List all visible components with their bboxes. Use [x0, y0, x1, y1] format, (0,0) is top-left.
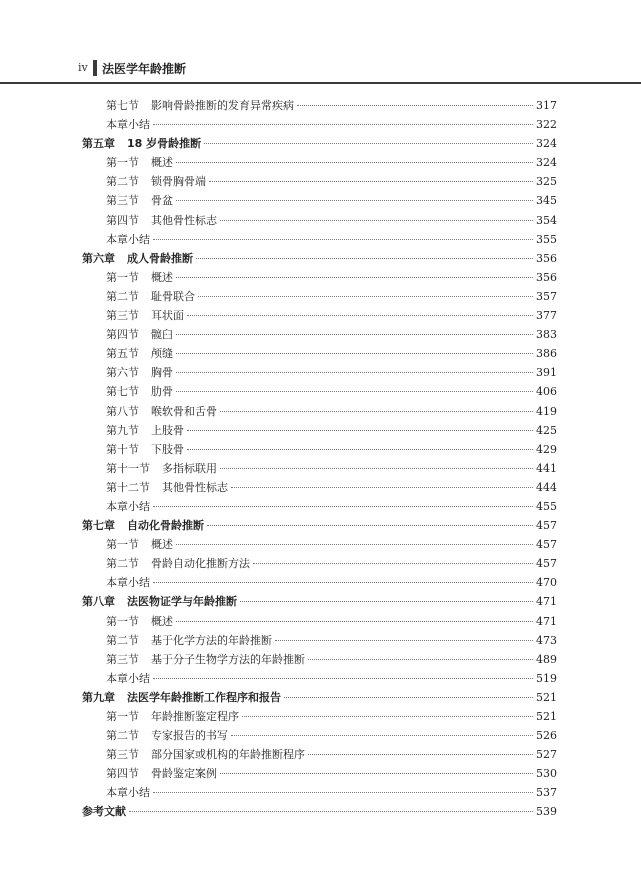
toc-entry-page: 325	[536, 175, 557, 189]
header-rule	[0, 82, 641, 84]
toc-section-entry[interactable]	[82, 402, 557, 421]
dot-leader	[153, 792, 533, 793]
toc-entry-page: 527	[536, 748, 557, 762]
toc-section-entry[interactable]	[82, 306, 557, 325]
toc-entry-number: 第二节	[106, 557, 139, 571]
toc-entry-title: 影响骨龄推断的发育异常疾病	[151, 99, 294, 112]
toc-entry-label	[106, 344, 173, 363]
dot-leader	[231, 487, 533, 488]
toc-entry-number: 第二节	[106, 175, 139, 189]
toc-entry-page: 521	[536, 710, 557, 723]
toc-entry-page: 489	[536, 652, 557, 666]
toc-entry-page: 457	[536, 538, 557, 552]
toc-entry-title: 肋骨	[151, 385, 173, 399]
dot-leader	[308, 754, 533, 755]
toc-entry-label	[106, 421, 184, 440]
toc-entry-title: 概述	[151, 156, 173, 170]
toc-entry-label	[106, 554, 250, 573]
toc-entry-page: 406	[536, 385, 557, 399]
toc-entry-title: 喉软骨和舌骨	[151, 404, 217, 418]
dot-leader	[176, 353, 533, 354]
toc-entry-number: 本章小结	[106, 499, 150, 513]
toc-chapter-entry[interactable]	[82, 592, 557, 611]
toc-entry-page: 345	[536, 194, 557, 208]
toc-entry-number: 第九节	[106, 423, 139, 437]
toc-section-entry[interactable]	[82, 478, 557, 497]
toc-entry-number: 第九章	[82, 690, 115, 704]
toc-entry-label	[106, 230, 150, 249]
dot-leader	[220, 773, 533, 774]
toc-entry-label	[106, 783, 150, 802]
toc-section-entry[interactable]	[82, 421, 557, 440]
page-number: iv	[78, 61, 88, 74]
toc-entry-page: 322	[536, 118, 557, 132]
toc-entry-page: 386	[536, 347, 557, 361]
toc-entry-label	[106, 440, 184, 459]
dot-leader	[196, 258, 533, 259]
toc-entry-number: 第三节	[106, 748, 139, 762]
toc-entry-number: 第六章	[82, 251, 115, 265]
toc-entry-number: 第八章	[82, 595, 115, 609]
toc-entry-number: 第一节	[106, 156, 139, 170]
dot-leader	[220, 411, 533, 412]
toc-section-entry[interactable]	[82, 669, 557, 688]
toc-chapter-entry[interactable]	[82, 516, 557, 535]
toc-entry-title: 锁骨胸骨端	[151, 175, 206, 189]
toc-entry-title: 颅缝	[151, 347, 173, 361]
dot-leader	[253, 563, 533, 564]
toc-entry-number: 第三节	[106, 309, 139, 323]
toc-entry-title: 基于分子生物学方法的年龄推断	[151, 652, 305, 666]
toc-section-entry[interactable]	[82, 96, 557, 115]
toc-entry-label	[106, 325, 173, 344]
toc-entry-page: 457	[536, 519, 557, 533]
toc-entry-label	[82, 592, 237, 611]
toc-entry-label	[82, 688, 281, 707]
table-of-contents	[82, 96, 557, 822]
toc-entry-page: 356	[536, 251, 557, 265]
toc-entry-number: 第十节	[106, 442, 139, 456]
dot-leader	[204, 143, 533, 144]
toc-entry-title: 胸骨	[151, 366, 173, 380]
toc-entry-label	[106, 382, 173, 401]
toc-entry-title: 自动化骨龄推断	[127, 519, 204, 533]
toc-entry-label	[106, 153, 173, 172]
toc-section-entry[interactable]	[82, 573, 557, 592]
toc-entry-label	[106, 96, 294, 115]
toc-entry-title: 其他骨性标志	[162, 480, 228, 494]
toc-entry-page: 419	[536, 404, 557, 418]
toc-entry-title: 耳状面	[151, 309, 184, 323]
toc-section-entry[interactable]	[82, 707, 557, 726]
toc-entry-title: 概述	[151, 538, 173, 552]
toc-entry-page: 455	[536, 499, 557, 513]
toc-entry-number: 本章小结	[106, 232, 150, 246]
toc-entry-title: 法医物证学与年龄推断	[127, 595, 237, 609]
toc-entry-number: 第一节	[106, 538, 139, 552]
toc-section-entry[interactable]	[82, 612, 557, 631]
toc-section-entry[interactable]	[82, 783, 557, 802]
toc-section-entry[interactable]	[82, 344, 557, 363]
dot-leader	[176, 200, 533, 201]
toc-entry-page: 377	[536, 309, 557, 323]
dot-leader	[220, 220, 533, 221]
toc-entry-label	[106, 573, 150, 592]
toc-entry-page: 441	[536, 461, 557, 475]
toc-section-entry[interactable]	[82, 459, 557, 478]
toc-entry-title: 髋臼	[151, 328, 173, 342]
toc-entry-number: 第二节	[106, 633, 139, 647]
toc-entry-title: 基于化学方法的年龄推断	[151, 633, 272, 647]
toc-entry-number: 第七节	[106, 385, 139, 399]
toc-entry-number: 第二节	[106, 289, 139, 303]
dot-leader	[187, 315, 533, 316]
toc-entry-title: 18 岁骨龄推断	[127, 137, 202, 151]
toc-entry-page: 391	[536, 366, 557, 380]
toc-entry-number: 参考文献	[82, 805, 126, 819]
book-title: 法医学年龄推断	[102, 62, 187, 76]
dot-leader	[209, 181, 533, 182]
dot-leader	[176, 277, 533, 278]
toc-entry-page: 425	[536, 423, 557, 437]
toc-entry-number: 第三节	[106, 652, 139, 666]
toc-entry-number: 第十一节	[106, 461, 150, 475]
toc-section-entry[interactable]	[82, 325, 557, 344]
toc-section-entry[interactable]	[82, 554, 557, 573]
toc-entry-page: 470	[536, 576, 557, 590]
toc-entry-number: 第五节	[106, 347, 139, 361]
toc-entry-title: 骨盆	[151, 194, 173, 208]
toc-entry-label	[106, 631, 272, 650]
toc-entry-number: 本章小结	[106, 118, 150, 132]
toc-section-entry[interactable]	[82, 726, 557, 745]
toc-entry-title: 骨龄自动化推断方法	[151, 557, 250, 571]
dot-leader	[153, 506, 533, 507]
toc-section-entry[interactable]	[82, 764, 557, 783]
toc-section-entry[interactable]	[82, 497, 557, 516]
dot-leader	[153, 239, 533, 240]
dot-leader	[153, 582, 533, 583]
toc-entry-label	[106, 402, 217, 421]
dot-leader	[129, 811, 533, 812]
dot-leader	[176, 544, 533, 545]
toc-entry-title: 部分国家或机构的年龄推断程序	[151, 748, 305, 762]
toc-entry-page: 429	[536, 442, 557, 456]
toc-entry-page: 471	[536, 614, 557, 628]
toc-entry-label	[106, 745, 305, 764]
toc-entry-number: 本章小结	[106, 576, 150, 590]
toc-entry-number: 第六节	[106, 366, 139, 380]
toc-entry-label	[82, 134, 201, 153]
toc-entry-number: 第五章	[82, 137, 115, 151]
toc-entry-page: 355	[536, 232, 557, 246]
toc-entry-label	[106, 363, 173, 382]
toc-section-entry[interactable]	[82, 631, 557, 650]
toc-entry-label	[106, 478, 228, 497]
toc-entry-label	[106, 172, 206, 191]
toc-entry-label	[82, 249, 193, 268]
toc-entry-page: 530	[536, 767, 557, 781]
toc-section-entry[interactable]	[82, 650, 557, 669]
toc-entry-label	[106, 191, 173, 210]
toc-entry-page: 471	[536, 595, 557, 609]
toc-entry-label	[106, 211, 217, 230]
running-header	[0, 55, 641, 85]
toc-section-entry[interactable]	[82, 535, 557, 554]
dot-leader	[187, 449, 533, 450]
toc-entry-title: 成人骨龄推断	[127, 251, 193, 265]
toc-entry-title: 概述	[151, 614, 173, 628]
toc-entry-number: 第八节	[106, 404, 139, 418]
dot-leader	[220, 468, 533, 469]
toc-section-entry[interactable]	[82, 153, 557, 172]
dot-leader	[242, 716, 533, 717]
toc-entry-number: 第四节	[106, 328, 139, 342]
toc-entry-label	[106, 306, 184, 325]
toc-entry-title: 其他骨性标志	[151, 213, 217, 227]
toc-entry-page: 526	[536, 729, 557, 743]
toc-entry-label	[106, 115, 150, 134]
toc-section-entry[interactable]	[82, 440, 557, 459]
toc-entry-page: 357	[536, 289, 557, 303]
toc-entry-title: 法医学年龄推断工作程序和报告	[127, 690, 281, 704]
toc-entry-label	[106, 497, 150, 516]
toc-entry-number: 第四节	[106, 213, 139, 227]
toc-entry-page: 317	[536, 99, 557, 112]
toc-chapter-entry[interactable]	[82, 249, 557, 268]
toc-entry-page: 519	[536, 671, 557, 685]
toc-entry-label	[106, 612, 173, 631]
toc-entry-number: 第四节	[106, 767, 139, 781]
dot-leader	[176, 391, 533, 392]
toc-entry-page: 473	[536, 633, 557, 647]
toc-entry-label	[82, 516, 204, 535]
toc-entry-label	[106, 535, 173, 554]
toc-entry-number: 第一节	[106, 710, 139, 723]
toc-entry-page: 539	[536, 805, 557, 819]
toc-entry-label	[106, 726, 228, 745]
dot-leader	[176, 372, 533, 373]
toc-entry-title: 概述	[151, 270, 173, 284]
dot-leader	[284, 697, 533, 698]
toc-entry-label	[106, 287, 195, 306]
toc-entry-label	[106, 669, 150, 688]
toc-section-entry[interactable]	[82, 287, 557, 306]
toc-entry-number: 第七节	[106, 99, 139, 112]
toc-entry-label	[106, 650, 305, 669]
toc-entry-page: 324	[536, 137, 557, 151]
dot-leader	[176, 621, 533, 622]
toc-entry-label	[82, 802, 126, 821]
toc-entry-page: 521	[536, 690, 557, 704]
toc-section-entry[interactable]	[82, 172, 557, 191]
dot-leader	[275, 640, 533, 641]
dot-leader	[231, 735, 533, 736]
toc-section-entry[interactable]	[82, 211, 557, 230]
toc-entry-label	[106, 764, 217, 783]
dot-leader	[207, 525, 533, 526]
toc-chapter-entry[interactable]	[82, 802, 557, 821]
toc-section-entry[interactable]	[82, 268, 557, 287]
dot-leader	[297, 105, 533, 106]
dot-leader	[153, 678, 533, 679]
toc-entry-number: 第七章	[82, 519, 115, 533]
toc-entry-number: 第一节	[106, 270, 139, 284]
dot-leader	[240, 601, 533, 602]
toc-entry-number: 第三节	[106, 194, 139, 208]
toc-entry-label	[106, 707, 239, 726]
toc-entry-title: 多指标联用	[162, 461, 217, 475]
toc-entry-title: 骨龄鉴定案例	[151, 767, 217, 781]
toc-entry-number: 第一节	[106, 614, 139, 628]
dot-leader	[187, 430, 533, 431]
toc-entry-page: 356	[536, 270, 557, 284]
toc-chapter-entry[interactable]	[82, 134, 557, 153]
toc-entry-number: 第十二节	[106, 480, 150, 494]
toc-section-entry[interactable]	[82, 230, 557, 249]
toc-entry-title: 上肢骨	[151, 423, 184, 437]
dot-leader	[153, 124, 533, 125]
toc-entry-title: 下肢骨	[151, 442, 184, 456]
toc-entry-title: 年龄推断鉴定程序	[151, 710, 239, 723]
toc-entry-label	[106, 459, 217, 478]
toc-section-entry[interactable]	[82, 363, 557, 382]
toc-entry-page: 383	[536, 328, 557, 342]
toc-entry-page: 354	[536, 213, 557, 227]
toc-entry-label	[106, 268, 173, 287]
dot-leader	[198, 296, 533, 297]
toc-entry-number: 第二节	[106, 729, 139, 743]
dot-leader	[176, 334, 533, 335]
dot-leader	[308, 659, 533, 660]
toc-entry-title: 专家报告的书写	[151, 729, 228, 743]
toc-entry-number: 本章小结	[106, 671, 150, 685]
toc-chapter-entry[interactable]	[82, 688, 557, 707]
toc-section-entry[interactable]	[82, 745, 557, 764]
toc-entry-title: 耻骨联合	[151, 289, 195, 303]
toc-entry-number: 本章小结	[106, 786, 150, 800]
toc-entry-page: 457	[536, 557, 557, 571]
toc-entry-page: 444	[536, 480, 557, 494]
header-bar-decoration	[93, 60, 97, 76]
toc-section-entry[interactable]	[82, 382, 557, 401]
toc-section-entry[interactable]	[82, 115, 557, 134]
toc-entry-page: 324	[536, 156, 557, 170]
dot-leader	[176, 162, 533, 163]
toc-section-entry[interactable]	[82, 191, 557, 210]
toc-entry-page: 537	[536, 786, 557, 800]
